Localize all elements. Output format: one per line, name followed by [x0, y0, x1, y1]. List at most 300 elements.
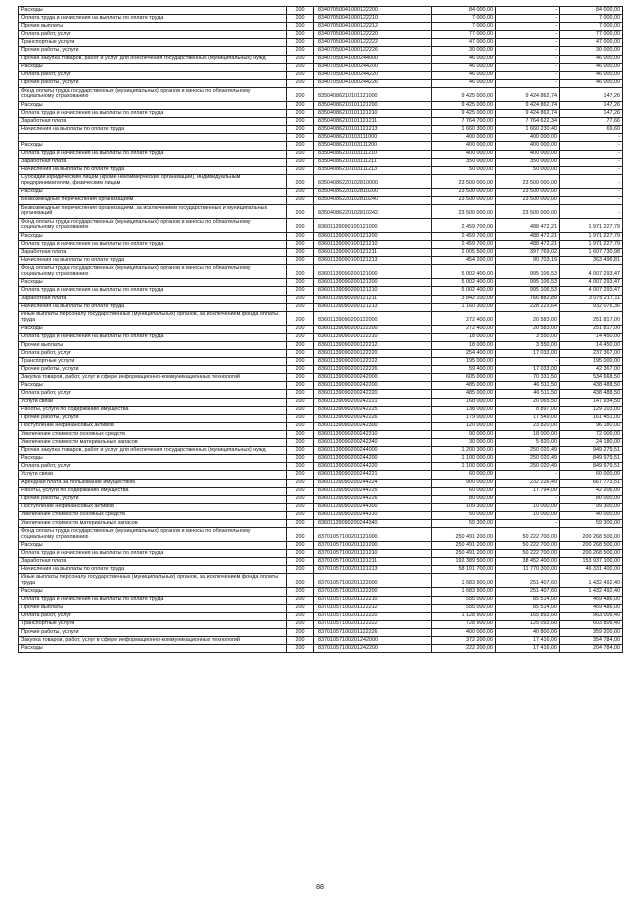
approved-amount-cell: 77 000,00 [432, 31, 496, 39]
budget-code-cell: 83601139090100121213 [314, 257, 432, 265]
table-row [19, 574, 623, 588]
approved-amount-cell: 46 000,00 [432, 63, 496, 71]
budget-code-cell: 83601139090200122222 [314, 358, 432, 366]
unexecuted-amount-cell: 603 806,40 [560, 620, 623, 628]
table-row [19, 55, 623, 63]
budget-code-cell: 83504086210103111213 [314, 166, 432, 174]
table-row [19, 463, 623, 471]
table-row [19, 542, 623, 550]
budget-code-cell: 83407050041000244000 [314, 55, 432, 63]
unexecuted-amount-cell: 204 784,00 [560, 645, 623, 653]
row-name-cell: Прочие работы, услуги [19, 79, 287, 87]
table-row [19, 126, 623, 134]
table-row [19, 414, 623, 422]
unexecuted-amount-cell: 438 488,50 [560, 390, 623, 398]
unexecuted-amount-cell: 147 934,50 [560, 398, 623, 406]
executed-amount-cell: - [496, 471, 560, 479]
row-name-cell: Расходы [19, 455, 287, 463]
executed-amount-cell: 46 511,50 [496, 390, 560, 398]
unexecuted-amount-cell: 932 076,36 [560, 303, 623, 311]
unexecuted-amount-cell: 80 000,00 [560, 495, 623, 503]
line-code-cell: 200 [287, 15, 314, 23]
budget-code-cell: 83701057100201122212 [314, 604, 432, 612]
executed-amount-cell: 7 764 622,34 [496, 118, 560, 126]
line-code-cell: 200 [287, 398, 314, 406]
line-code-cell: 200 [287, 174, 314, 188]
unexecuted-amount-cell: 1 607 730,98 [560, 249, 623, 257]
unexecuted-amount-cell: 59 300,00 [560, 519, 623, 527]
unexecuted-amount-cell: 24 180,00 [560, 439, 623, 447]
executed-amount-cell: - [496, 519, 560, 527]
executed-amount-cell: 251 407,60 [496, 574, 560, 588]
approved-amount-cell: 58 101 700,00 [432, 566, 496, 574]
budget-code-cell: 83601139090200121213 [314, 303, 432, 311]
table-row [19, 620, 623, 628]
budget-code-cell: 83601139090200121000 [314, 265, 432, 279]
budget-code-cell: 83701057100201242000 [314, 637, 432, 645]
row-name-cell: Увеличение стоимости материальных запасов [19, 519, 287, 527]
approved-amount-cell: 50 000,00 [432, 511, 496, 519]
executed-amount-cell: 766 882,89 [496, 295, 560, 303]
row-name-cell: Прочие выплаты [19, 341, 287, 349]
approved-amount-cell: 59 400,00 [432, 366, 496, 374]
approved-amount-cell: 2 459 700,00 [432, 218, 496, 232]
table-row [19, 166, 623, 174]
table-row [19, 23, 623, 31]
row-name-cell: Фонд оплаты труда государственных (муниципальных) органов и взносы по обязательному социальному страхованию [19, 218, 287, 232]
row-name-cell: Увеличение стоимости основных средств [19, 430, 287, 438]
row-name-cell: Транспортные услуги [19, 358, 287, 366]
executed-amount-cell: 350 000,00 [496, 158, 560, 166]
table-row [19, 110, 623, 118]
line-code-cell: 200 [287, 150, 314, 158]
table-row [19, 406, 623, 414]
approved-amount-cell: 60 000,00 [432, 471, 496, 479]
approved-amount-cell: 555 000,00 [432, 604, 496, 612]
row-name-cell: Поступление нефинансовых активов [19, 503, 287, 511]
executed-amount-cell: 17 416,00 [496, 645, 560, 653]
budget-code-cell: 83701057100201242200 [314, 645, 432, 653]
table-row [19, 47, 623, 55]
table-row [19, 79, 623, 87]
row-name-cell: Расходы [19, 325, 287, 333]
table-row [19, 382, 623, 390]
approved-amount-cell: 109 300,00 [432, 503, 496, 511]
unexecuted-amount-cell: - [560, 166, 623, 174]
unexecuted-amount-cell: 469 486,00 [560, 596, 623, 604]
approved-amount-cell: 1 660 300,00 [432, 126, 496, 134]
approved-amount-cell: 1 683 900,00 [432, 588, 496, 596]
executed-amount-cell: 232 226,49 [496, 479, 560, 487]
executed-amount-cell: 165 893,60 [496, 612, 560, 620]
row-name-cell: Транспортные услуги [19, 39, 287, 47]
budget-code-cell: 83601139090200244300 [314, 503, 432, 511]
executed-amount-cell: 50 222 700,00 [496, 528, 560, 542]
row-name-cell: Поступление нефинансовых активов [19, 422, 287, 430]
line-code-cell: 200 [287, 7, 314, 15]
page-number: 88 [316, 884, 324, 891]
executed-amount-cell: 250 020,49 [496, 447, 560, 455]
line-code-cell: 200 [287, 79, 314, 87]
unexecuted-amount-cell: 849 979,51 [560, 463, 623, 471]
unexecuted-amount-cell: 667 773,51 [560, 479, 623, 487]
line-code-cell: 200 [287, 101, 314, 109]
row-name-cell: Начисления на выплаты по оплате труда [19, 126, 287, 134]
row-name-cell: Расходы [19, 645, 287, 653]
table-body [19, 7, 623, 653]
executed-amount-cell: 228 223,64 [496, 303, 560, 311]
row-name-cell: Оплата труда и начисления на выплаты по оплате труда [19, 110, 287, 118]
approved-amount-cell: 728 900,00 [432, 620, 496, 628]
table-row [19, 511, 623, 519]
executed-amount-cell: - [496, 79, 560, 87]
line-code-cell: 200 [287, 566, 314, 574]
executed-amount-cell: - [496, 47, 560, 55]
row-name-cell: Расходы [19, 382, 287, 390]
approved-amount-cell: 254 400,00 [432, 350, 496, 358]
approved-amount-cell: 485 000,00 [432, 390, 496, 398]
line-code-cell: 200 [287, 463, 314, 471]
row-name-cell: Оплата работ, услуг [19, 71, 287, 79]
line-code-cell: 200 [287, 620, 314, 628]
unexecuted-amount-cell: 147,26 [560, 87, 623, 101]
unexecuted-amount-cell: 200 268 500,00 [560, 528, 623, 542]
unexecuted-amount-cell: 129 103,00 [560, 406, 623, 414]
table-row [19, 279, 623, 287]
table-row [19, 628, 623, 636]
table-row [19, 218, 623, 232]
table-row [19, 63, 623, 71]
table-row [19, 495, 623, 503]
approved-amount-cell: 9 425 000,00 [432, 110, 496, 118]
line-code-cell: 200 [287, 126, 314, 134]
executed-amount-cell: 38 452 400,00 [496, 558, 560, 566]
executed-amount-cell: 46 511,50 [496, 382, 560, 390]
row-name-cell: Иные выплаты персоналу государственных (муниципальных) органов, за исключением фонда оплаты труда [19, 311, 287, 325]
executed-amount-cell: 397 769,02 [496, 249, 560, 257]
budget-code-cell: 83601139090200242226 [314, 414, 432, 422]
line-code-cell: 200 [287, 63, 314, 71]
approved-amount-cell: 195 000,00 [432, 358, 496, 366]
approved-amount-cell: 555 000,00 [432, 596, 496, 604]
executed-amount-cell: 251 407,60 [496, 588, 560, 596]
approved-amount-cell: 250 491 200,00 [432, 528, 496, 542]
table-row [19, 188, 623, 196]
budget-code-cell: 83601139090200121211 [314, 295, 432, 303]
approved-amount-cell: 59 300,00 [432, 519, 496, 527]
budget-code-cell: 83601139090200242000 [314, 374, 432, 382]
approved-amount-cell: 5 002 400,00 [432, 287, 496, 295]
unexecuted-amount-cell: 46 331 400,00 [560, 566, 623, 574]
row-name-cell: Расходы [19, 188, 287, 196]
row-name-cell: Иные выплаты персоналу государственных (муниципальных) органов, за исключением фонда оплаты труда [19, 574, 287, 588]
executed-amount-cell: 5 820,00 [496, 439, 560, 447]
table-row [19, 398, 623, 406]
executed-amount-cell: 488 472,21 [496, 218, 560, 232]
row-name-cell: Оплата работ, услуг [19, 612, 287, 620]
row-name-cell: Прочие работы, услуги [19, 47, 287, 55]
table-row [19, 528, 623, 542]
unexecuted-amount-cell: 438 488,50 [560, 382, 623, 390]
table-row [19, 87, 623, 101]
row-name-cell: Субсидии юридическим лицам (кроме некоммерческих организаций), индивидуальным предпринимателям, физическим лицам [19, 174, 287, 188]
table-row [19, 142, 623, 150]
line-code-cell: 200 [287, 55, 314, 63]
approved-amount-cell: 2 459 700,00 [432, 241, 496, 249]
budget-code-cell: 83701057100201121211 [314, 558, 432, 566]
line-code-cell: 200 [287, 519, 314, 527]
approved-amount-cell: 50 000,00 [432, 166, 496, 174]
executed-amount-cell: 8 897,00 [496, 406, 560, 414]
table-row [19, 350, 623, 358]
table-row [19, 604, 623, 612]
unexecuted-amount-cell: 534 668,50 [560, 374, 623, 382]
executed-amount-cell: 50 000,00 [496, 166, 560, 174]
table-row [19, 596, 623, 604]
unexecuted-amount-cell: - [560, 188, 623, 196]
unexecuted-amount-cell: - [560, 158, 623, 166]
table-row [19, 479, 623, 487]
approved-amount-cell: 23 500 000,00 [432, 204, 496, 218]
row-name-cell: Расходы [19, 588, 287, 596]
budget-code-cell: 83407050041000122200 [314, 7, 432, 15]
table-row [19, 566, 623, 574]
executed-amount-cell: 995 106,53 [496, 265, 560, 279]
approved-amount-cell: 2 459 700,00 [432, 232, 496, 240]
unexecuted-amount-cell: 42 367,00 [560, 366, 623, 374]
executed-amount-cell: 20 065,50 [496, 398, 560, 406]
approved-amount-cell: 454 200,00 [432, 257, 496, 265]
row-name-cell: Расходы [19, 279, 287, 287]
budget-code-cell: 83601139090200242300 [314, 422, 432, 430]
executed-amount-cell: - [496, 495, 560, 503]
table-row [19, 232, 623, 240]
line-code-cell: 200 [287, 542, 314, 550]
budget-code-cell: 83601139090200122220 [314, 350, 432, 358]
row-name-cell: Заработная плата [19, 249, 287, 257]
executed-amount-cell: - [496, 7, 560, 15]
unexecuted-amount-cell: 47 000,00 [560, 39, 623, 47]
row-name-cell: Увеличение стоимости основных средств [19, 511, 287, 519]
approved-amount-cell: 250 491 200,00 [432, 542, 496, 550]
unexecuted-amount-cell: 237 367,00 [560, 350, 623, 358]
row-name-cell: Услуги связи [19, 471, 287, 479]
row-name-cell: Фонд оплаты труда государственных (муниципальных) органов и взносы по обязательному социальному страхованию [19, 87, 287, 101]
line-code-cell: 200 [287, 596, 314, 604]
row-name-cell: Оплата труда и начисления на выплаты по оплате труда [19, 241, 287, 249]
line-code-cell: 200 [287, 325, 314, 333]
executed-amount-cell: 400 000,00 [496, 150, 560, 158]
unexecuted-amount-cell: 4 007 293,47 [560, 287, 623, 295]
unexecuted-amount-cell: 949 279,51 [560, 447, 623, 455]
approved-amount-cell: 250 491 200,00 [432, 550, 496, 558]
approved-amount-cell: 1 128 900,00 [432, 612, 496, 620]
row-name-cell: Фонд оплаты труда государственных (муниципальных) органов и взносы по обязательному социальному страхованию [19, 265, 287, 279]
unexecuted-amount-cell: 1 432 492,40 [560, 588, 623, 596]
budget-code-cell: 83504086210103111210 [314, 150, 432, 158]
executed-amount-cell: 17 033,00 [496, 366, 560, 374]
table-row [19, 174, 623, 188]
table-row [19, 325, 623, 333]
unexecuted-amount-cell: 1 432 492,40 [560, 574, 623, 588]
unexecuted-amount-cell: 7 000,00 [560, 15, 623, 23]
table-row [19, 358, 623, 366]
row-name-cell: Начисления на выплаты по оплате труда [19, 257, 287, 265]
unexecuted-amount-cell: 153 937 100,00 [560, 558, 623, 566]
executed-amount-cell: 23 820,00 [496, 422, 560, 430]
line-code-cell: 200 [287, 279, 314, 287]
unexecuted-amount-cell: 46 000,00 [560, 79, 623, 87]
approved-amount-cell: 1 683 900,00 [432, 574, 496, 588]
approved-amount-cell: 23 500 000,00 [432, 196, 496, 204]
table-row [19, 439, 623, 447]
budget-code-cell: 83601139090100121200 [314, 232, 432, 240]
approved-amount-cell: 47 000,00 [432, 39, 496, 47]
line-code-cell: 200 [287, 588, 314, 596]
approved-amount-cell: 5 002 400,00 [432, 265, 496, 279]
budget-code-cell: 83701057100201122226 [314, 628, 432, 636]
line-code-cell: 200 [287, 471, 314, 479]
approved-amount-cell: 7 000,00 [432, 23, 496, 31]
row-name-cell: Оплата работ, услуг [19, 350, 287, 358]
budget-code-cell: 83701057100201121210 [314, 550, 432, 558]
line-code-cell: 200 [287, 341, 314, 349]
executed-amount-cell: 17 794,00 [496, 487, 560, 495]
budget-code-cell: 83701057100201122222 [314, 620, 432, 628]
executed-amount-cell: 995 106,53 [496, 279, 560, 287]
budget-code-cell: 83601139090200244340 [314, 519, 432, 527]
table-row [19, 15, 623, 23]
budget-code-cell: 83601139090200244310 [314, 511, 432, 519]
row-name-cell: Начисления на выплаты по оплате труда [19, 566, 287, 574]
approved-amount-cell: 7 764 700,00 [432, 118, 496, 126]
unexecuted-amount-cell: 354 784,00 [560, 637, 623, 645]
line-code-cell: 200 [287, 303, 314, 311]
executed-amount-cell: 9 424 862,74 [496, 101, 560, 109]
budget-code-cell: 83601139090200122200 [314, 325, 432, 333]
row-name-cell: Транспортные услуги [19, 620, 287, 628]
budget-code-cell: 83601139090100121000 [314, 218, 432, 232]
table-row [19, 503, 623, 511]
table-row [19, 303, 623, 311]
row-name-cell: Оплата работ, услуг [19, 31, 287, 39]
approved-amount-cell: 18 000,00 [432, 341, 496, 349]
line-code-cell: 200 [287, 358, 314, 366]
row-name-cell: Оплата труда и начисления на выплаты по оплате труда [19, 596, 287, 604]
executed-amount-cell: - [496, 63, 560, 71]
unexecuted-amount-cell: 363 496,81 [560, 257, 623, 265]
budget-code-cell: 83504086220102810200 [314, 188, 432, 196]
unexecuted-amount-cell: 84 000,00 [560, 7, 623, 15]
executed-amount-cell: 250 020,49 [496, 455, 560, 463]
budget-code-cell: 83601139090200244000 [314, 447, 432, 455]
budget-code-cell: 83601139090200244226 [314, 495, 432, 503]
approved-amount-cell: 168 000,00 [432, 398, 496, 406]
line-code-cell: 200 [287, 110, 314, 118]
row-name-cell: Работы, услуги по содержанию имущества [19, 487, 287, 495]
budget-code-cell: 83601139090200244225 [314, 487, 432, 495]
executed-amount-cell: - [496, 39, 560, 47]
budget-code-cell: 83601139090200121210 [314, 287, 432, 295]
line-code-cell: 200 [287, 142, 314, 150]
unexecuted-amount-cell: 251 817,00 [560, 311, 623, 325]
budget-code-cell: 83701057100201122000 [314, 574, 432, 588]
budget-code-cell: 83504086220102810240 [314, 196, 432, 204]
table-row [19, 550, 623, 558]
table-row [19, 374, 623, 382]
budget-code-cell: 83407050041000244220 [314, 71, 432, 79]
line-code-cell: 200 [287, 71, 314, 79]
budget-code-cell: 83407050041000122210 [314, 15, 432, 23]
approved-amount-cell: 5 002 400,00 [432, 279, 496, 287]
executed-amount-cell: 85 514,00 [496, 596, 560, 604]
line-code-cell: 200 [287, 366, 314, 374]
line-code-cell: 200 [287, 350, 314, 358]
budget-code-cell: 83601139090200242340 [314, 439, 432, 447]
table-row [19, 101, 623, 109]
approved-amount-cell: 400 000,00 [432, 628, 496, 636]
approved-amount-cell: 80 000,00 [432, 495, 496, 503]
approved-amount-cell: 84 000,00 [432, 7, 496, 15]
executed-amount-cell: 995 106,53 [496, 287, 560, 295]
budget-code-cell: 83504086210103111211 [314, 158, 432, 166]
approved-amount-cell: 9 425 000,00 [432, 87, 496, 101]
unexecuted-amount-cell: 77 000,00 [560, 31, 623, 39]
unexecuted-amount-cell: 40 000,00 [560, 511, 623, 519]
row-name-cell: Арендная плата за пользование имуществом [19, 479, 287, 487]
line-code-cell: 200 [287, 447, 314, 455]
budget-code-cell: 83504086210101121211 [314, 118, 432, 126]
executed-amount-cell: 488 472,21 [496, 232, 560, 240]
budget-code-cell: 83601139090200242221 [314, 398, 432, 406]
unexecuted-amount-cell: 200 268 500,00 [560, 542, 623, 550]
line-code-cell: 200 [287, 31, 314, 39]
budget-code-cell: 83701057100201121213 [314, 566, 432, 574]
row-name-cell: Работы, услуги по содержанию имущества [19, 406, 287, 414]
row-name-cell: Оплата работ, услуг [19, 463, 287, 471]
table-row [19, 430, 623, 438]
budget-code-cell: 83601139090200244220 [314, 463, 432, 471]
table-row [19, 39, 623, 47]
line-code-cell: 200 [287, 232, 314, 240]
row-name-cell: Заработная плата [19, 118, 287, 126]
row-name-cell: Начисления на выплаты по оплате труда [19, 303, 287, 311]
row-name-cell: Прочие работы, услуги [19, 628, 287, 636]
budget-code-cell: 83701057100201121000 [314, 528, 432, 542]
budget-code-cell: 83407050041000244200 [314, 63, 432, 71]
row-name-cell [19, 134, 287, 142]
line-code-cell: 200 [287, 422, 314, 430]
executed-amount-cell: - [496, 55, 560, 63]
row-name-cell: Прочие выплаты [19, 604, 287, 612]
approved-amount-cell: 900 000,00 [432, 479, 496, 487]
row-name-cell: Начисления на выплаты по оплате труда [19, 166, 287, 174]
budget-code-cell: 83504086210101121210 [314, 110, 432, 118]
budget-code-cell: 83601139090200244200 [314, 455, 432, 463]
unexecuted-amount-cell: - [560, 134, 623, 142]
row-name-cell: Оплата труда и начисления на выплаты по оплате труда [19, 287, 287, 295]
line-code-cell: 200 [287, 249, 314, 257]
table-row [19, 455, 623, 463]
line-code-cell: 200 [287, 204, 314, 218]
executed-amount-cell: 10 000,00 [496, 511, 560, 519]
budget-execution-table [18, 6, 623, 653]
executed-amount-cell: 3 550,00 [496, 333, 560, 341]
budget-code-cell: 83601139090200122212 [314, 341, 432, 349]
table-row [19, 637, 623, 645]
approved-amount-cell: 1 200 300,00 [432, 447, 496, 455]
line-code-cell: 200 [287, 374, 314, 382]
